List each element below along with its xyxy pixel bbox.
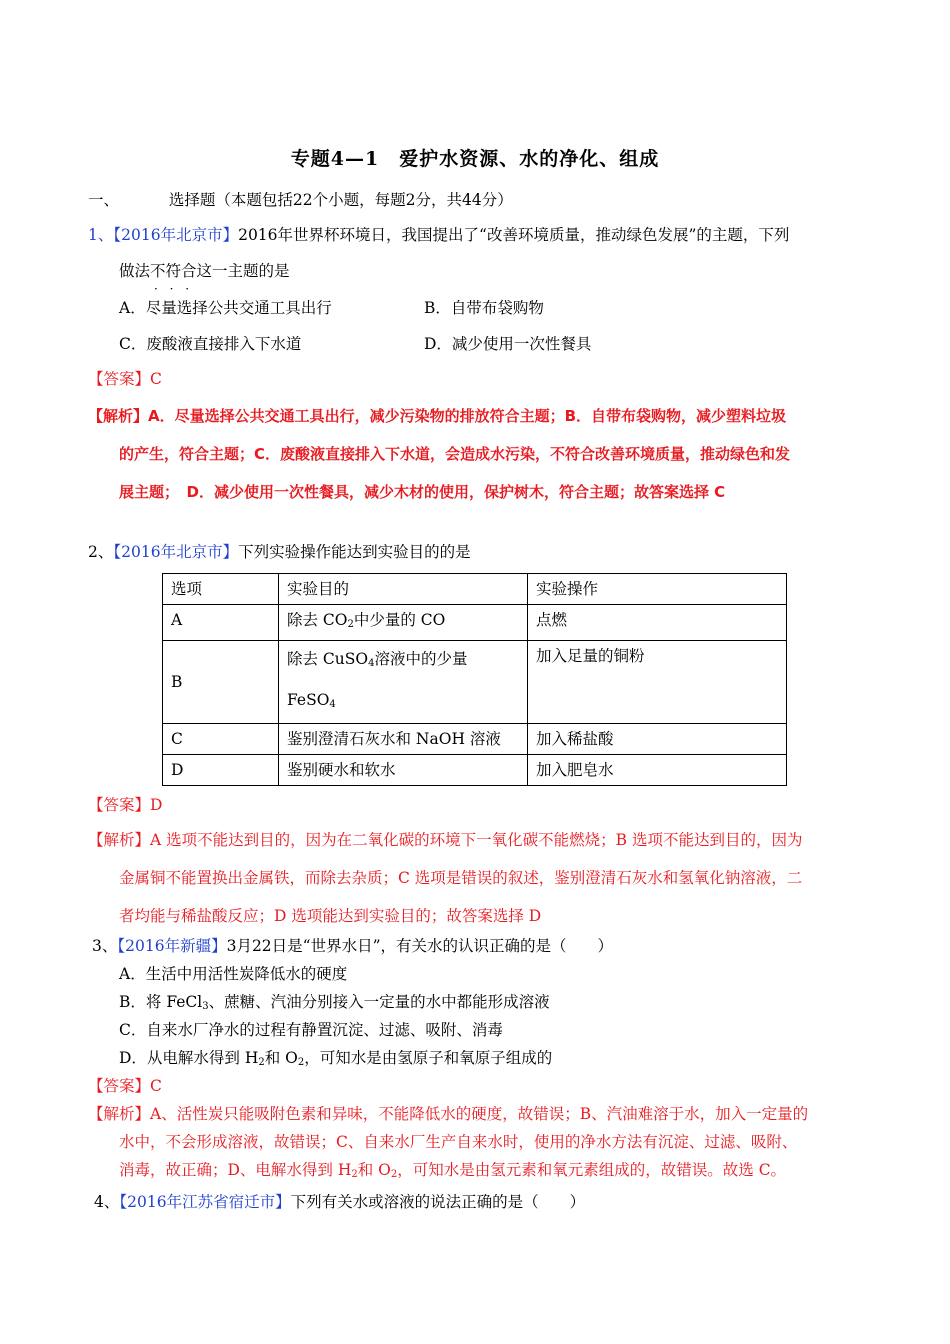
table-cell-aim: 除去 $CO_2$中少量的 CO <box>279 605 528 641</box>
q3-analysis-line-3: 消毒，故正确；D、电解水得到 $H_2$和 $O_2$，可知水是由氢元素和氧元素组成的，故错误。故选 C。 <box>119 1161 787 1180</box>
q1-stem-line-1 <box>88 224 789 246</box>
table-header-row <box>163 574 787 605</box>
table-cell-option: C <box>163 724 279 755</box>
q1-option-c: C．废酸液直接排入下水道 <box>119 335 302 353</box>
q3-answer <box>88 1075 162 1097</box>
section-number: 一、 <box>88 191 120 209</box>
q1-option-b: B．自带布袋购物 <box>424 299 544 317</box>
q4-source-tag: 【2016年江苏省宿迁市】 <box>119 1193 291 1211</box>
q2-source-tag: 【2016年北京市】 <box>113 543 239 561</box>
table-cell-operation: 加入稀盐酸 <box>528 724 787 755</box>
q2-answer <box>88 794 162 816</box>
q2-analysis-line-1 <box>88 829 802 851</box>
q3-stem-line <box>92 935 613 957</box>
q3-analysis-1: A、活性炭只能吸附色素和异味，不能降低水的硬度，故错误；B、汽油难溶于水，加入一定量的 <box>150 1105 809 1123</box>
q3-option-a: A．生活中用活性炭降低水的硬度 <box>119 965 348 983</box>
table-row <box>163 641 787 724</box>
q1-stem-2a: 做法 <box>119 262 151 280</box>
q4-stem: 下列有关水或溶液的说法正确的是（ ） <box>290 1193 586 1211</box>
q1-source-tag: 【2016年北京市】 <box>113 226 239 244</box>
q3-number: 3、 <box>92 937 118 955</box>
q1-stem-1: 2016年世界杯环境日，我国提出了“改善环境质量，推动绿色发展”的主题，下列 <box>238 226 790 244</box>
q1-analysis-1: A．尽量选择公共交通工具出行，减少污染物的排放符合主题；B．自带布袋购物，减少塑料垃圾 <box>148 407 787 425</box>
q3-stem: 3月22日是“世界水日”，有关水的认识正确的是（ ） <box>226 937 614 955</box>
experiment-table <box>162 573 787 786</box>
table-cell-option: A <box>163 605 279 641</box>
q3-answer-label: 【答案】 <box>88 1077 151 1095</box>
table-row <box>163 724 787 755</box>
q1-analysis-label: 【解析】 <box>88 407 149 425</box>
table-cell-aim: 除去 CuSO$_4$溶液中的少量 FeSO$_4$ <box>279 641 528 724</box>
q4-stem-line <box>94 1191 585 1213</box>
q1-option-d: D．减少使用一次性餐具 <box>424 335 592 353</box>
q3-analysis-line-1 <box>88 1103 808 1125</box>
q3-source-tag: 【2016年新疆】 <box>117 937 227 955</box>
section-heading <box>88 189 513 211</box>
q1-answer-value: C <box>150 370 162 388</box>
q3-answer-value: C <box>150 1077 162 1095</box>
q1-option-a: A．尽量选择公共交通工具出行 <box>119 299 332 317</box>
q3-analysis-line-2: 水中，不会形成溶液，故错误；C、自来水厂生产自来水时，使用的净水方法有沉淀、过滤、吸附、 <box>119 1133 798 1151</box>
q3-analysis-label: 【解析】 <box>88 1105 151 1123</box>
table-cell-operation: 点燃 <box>528 605 787 641</box>
q3-option-d: D．从电解水得到 $H_2$和 $O_2$，可知水是由氢原子和氧原子组成的 <box>119 1049 553 1068</box>
q2-number: 2、 <box>88 543 114 561</box>
table-header-aim: 实验目的 <box>279 574 528 605</box>
q1-stem-2c: 这一主题的是 <box>196 262 290 280</box>
table-cell-operation: 加入足量的铜粉 <box>528 641 787 724</box>
q1-analysis-line-2: 的产生，符合主题；C．废酸液直接排入下水道，会造成水污染，不符合改善环境质量，推动绿色和发 <box>119 445 791 463</box>
q3-option-c: C．自来水厂净水的过程有静置沉淀、过滤、吸附、消毒 <box>119 1021 503 1039</box>
q4-number: 4、 <box>94 1193 120 1211</box>
table-cell-operation: 加入肥皂水 <box>528 755 787 786</box>
q1-analysis-line-3: 展主题； D．减少使用一次性餐具，减少木材的使用，保护树木，符合主题；故答案选择 C <box>119 483 726 501</box>
q3-option-b: B．将 FeCl$_3$、蔗糖、汽油分别接入一定量的水中都能形成溶液 <box>119 993 550 1012</box>
q1-analysis-line-1 <box>88 405 786 427</box>
section-text: 选择题（本题包括22个小题，每题2分，共44分） <box>168 191 513 209</box>
q2-answer-label: 【答案】 <box>88 796 151 814</box>
q1-answer <box>88 368 162 390</box>
q2-answer-value: D <box>150 796 163 814</box>
table-header-operation: 实验操作 <box>528 574 787 605</box>
q1-number: 1、 <box>88 226 114 244</box>
q1-answer-label: 【答案】 <box>88 370 151 388</box>
table-cell-aim: 鉴别澄清石灰水和 NaOH 溶液 <box>279 724 528 755</box>
table-row <box>163 755 787 786</box>
q2-analysis-label: 【解析】 <box>88 831 151 849</box>
q1-emphasis-not-match: 不符合 · · · <box>150 262 197 280</box>
q2-stem: 下列实验操作能达到实验目的的是 <box>238 543 471 561</box>
q2-analysis-1: A 选项不能达到目的，因为在二氧化碳的环境下一氧化碳不能燃烧；B 选项不能达到目的，因为 <box>150 831 803 849</box>
table-cell-option: D <box>163 755 279 786</box>
page-title: 专题4—1 爱护水资源、水的净化、组成 <box>290 148 660 170</box>
q2-analysis-line-2: 金属铜不能置换出金属铁，而除去杂质；C 选项是错误的叙述，鉴别澄清石灰水和氢氧化钠溶液，二 <box>119 869 803 887</box>
q2-analysis-line-3: 者均能与稀盐酸反应；D 选项能达到实验目的；故答案选择 D <box>119 907 542 925</box>
table-row <box>163 605 787 641</box>
table-cell-option: B <box>163 641 279 724</box>
table-cell-aim: 鉴别硬水和软水 <box>279 755 528 786</box>
q1-stem-line-2 <box>119 260 290 282</box>
table-header-option: 选项 <box>163 574 279 605</box>
q2-stem-line <box>88 541 471 563</box>
